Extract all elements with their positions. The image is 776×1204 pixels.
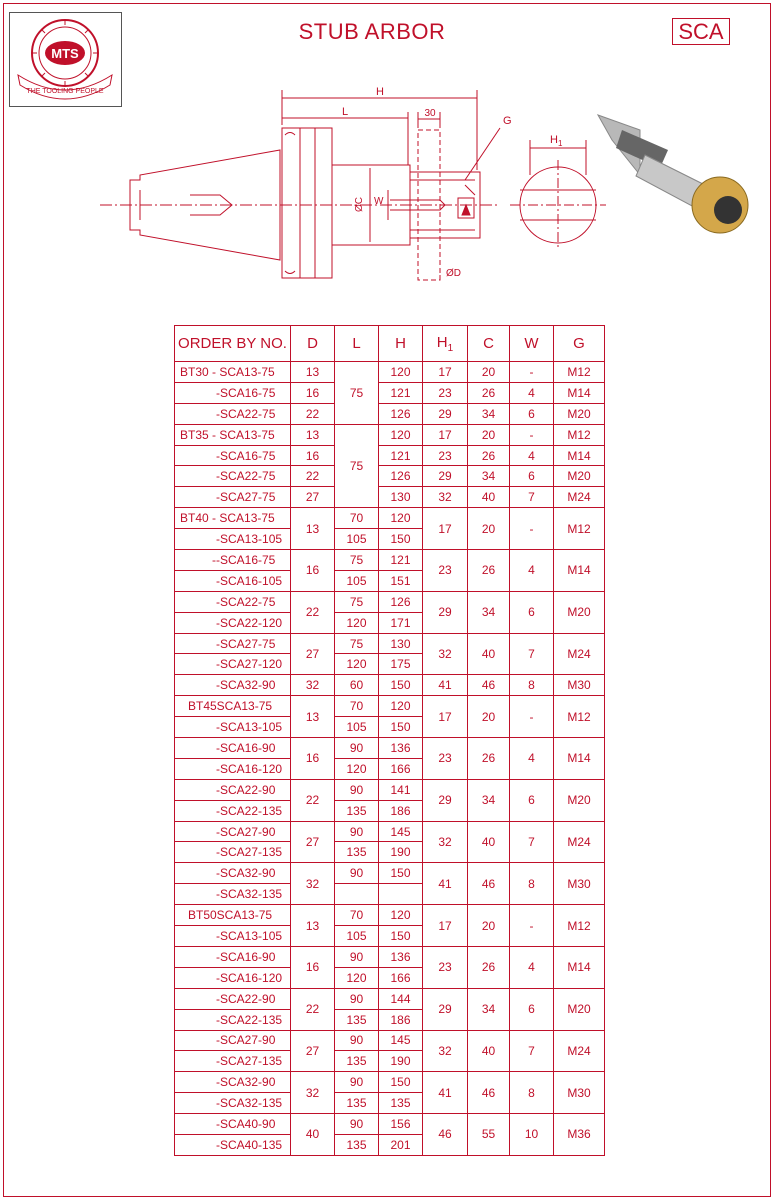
order-number-cell: -SCA16-75 [175, 382, 291, 403]
l-cell: 90 [335, 821, 379, 842]
d-cell: 32 [291, 1072, 335, 1114]
h1-cell: 41 [423, 1072, 468, 1114]
table-row [175, 382, 605, 403]
h1-cell: 17 [423, 362, 468, 383]
g-cell: M12 [554, 696, 605, 738]
column-header: ORDER BY NO. [175, 326, 291, 362]
l-cell: 135 [335, 1009, 379, 1030]
h1-cell: 23 [423, 946, 468, 988]
w-cell: 8 [510, 675, 554, 696]
table-row [175, 863, 605, 884]
order-number-cell: --SCA16-75 [175, 550, 291, 571]
h1-cell: 29 [423, 403, 468, 424]
label-d: ØD [446, 268, 461, 279]
arbor-photo-icon [598, 115, 748, 233]
order-number-cell: -SCA22-120 [175, 612, 291, 633]
w-cell: 6 [510, 466, 554, 487]
label-30: 30 [424, 108, 436, 119]
h-cell: 150 [379, 863, 423, 884]
column-header: $H_1$ [423, 326, 468, 362]
w-cell: - [510, 696, 554, 738]
h1-cell: 29 [423, 779, 468, 821]
c-cell: 26 [468, 382, 510, 403]
g-cell: M20 [554, 779, 605, 821]
d-cell: 16 [291, 946, 335, 988]
h-cell: 145 [379, 821, 423, 842]
g-cell: M30 [554, 863, 605, 905]
h1-cell: 29 [423, 988, 468, 1030]
d-cell: 27 [291, 487, 335, 508]
table-row [175, 487, 605, 508]
d-cell: 16 [291, 550, 335, 592]
order-number-cell: -SCA22-90 [175, 988, 291, 1009]
w-cell: 7 [510, 1030, 554, 1072]
order-number-cell: -SCA13-105 [175, 529, 291, 550]
c-cell: 20 [468, 508, 510, 550]
d-cell: 22 [291, 779, 335, 821]
w-cell: 4 [510, 445, 554, 466]
l-cell: 90 [335, 1114, 379, 1135]
order-number-cell: -SCA32-90 [175, 1072, 291, 1093]
order-number-cell: -SCA13-105 [175, 926, 291, 947]
l-cell: 120 [335, 967, 379, 988]
h1-cell: 23 [423, 738, 468, 780]
c-cell: 20 [468, 424, 510, 445]
column-header: D [291, 326, 335, 362]
d-cell: 32 [291, 863, 335, 905]
h-cell: 186 [379, 1009, 423, 1030]
h-cell: 120 [379, 696, 423, 717]
l-cell: 90 [335, 863, 379, 884]
l-cell: 60 [335, 675, 379, 696]
h-cell: 150 [379, 926, 423, 947]
l-cell: 75 [335, 550, 379, 571]
h-cell: 151 [379, 570, 423, 591]
l-cell: 105 [335, 926, 379, 947]
label-c: ØC [354, 197, 365, 212]
order-number-cell: -SCA22-75 [175, 466, 291, 487]
order-number-cell: -SCA22-75 [175, 591, 291, 612]
h-cell: 190 [379, 1051, 423, 1072]
h-cell: 120 [379, 905, 423, 926]
c-cell: 46 [468, 863, 510, 905]
table-row [175, 988, 605, 1009]
h-cell: 130 [379, 633, 423, 654]
c-cell: 34 [468, 403, 510, 424]
column-header: G [554, 326, 605, 362]
table-row [175, 779, 605, 800]
h-cell: 126 [379, 591, 423, 612]
c-cell: 34 [468, 988, 510, 1030]
order-number-cell: BT35 - SCA13-75 [175, 424, 291, 445]
h1-cell: 17 [423, 508, 468, 550]
table-row [175, 403, 605, 424]
l-cell: 105 [335, 529, 379, 550]
g-cell: M14 [554, 550, 605, 592]
h-cell: 150 [379, 1072, 423, 1093]
h-cell: 121 [379, 445, 423, 466]
order-number-cell: -SCA40-135 [175, 1134, 291, 1155]
c-cell: 40 [468, 821, 510, 863]
c-cell: 34 [468, 591, 510, 633]
g-cell: M24 [554, 821, 605, 863]
g-cell: M36 [554, 1114, 605, 1156]
order-number-cell: -SCA32-90 [175, 675, 291, 696]
g-cell: M12 [554, 362, 605, 383]
column-header: C [468, 326, 510, 362]
order-number-cell: BT50SCA13-75 [175, 905, 291, 926]
order-number-cell: -SCA16-90 [175, 738, 291, 759]
c-cell: 34 [468, 779, 510, 821]
g-cell: M20 [554, 988, 605, 1030]
order-number-cell: -SCA22-90 [175, 779, 291, 800]
c-cell: 40 [468, 633, 510, 675]
c-cell: 40 [468, 487, 510, 508]
d-cell: 27 [291, 821, 335, 863]
w-cell: - [510, 508, 554, 550]
c-cell: 55 [468, 1114, 510, 1156]
h-cell [379, 884, 423, 905]
table-row [175, 466, 605, 487]
w-cell: 7 [510, 633, 554, 675]
table-row [175, 738, 605, 759]
table-row [175, 508, 605, 529]
h1-cell: 23 [423, 445, 468, 466]
l-cell: 70 [335, 905, 379, 926]
product-code-box: SCA [672, 18, 730, 45]
technical-drawing [0, 0, 776, 320]
d-cell: 13 [291, 905, 335, 947]
w-cell: 6 [510, 591, 554, 633]
d-cell: 22 [291, 988, 335, 1030]
g-cell: M12 [554, 508, 605, 550]
w-cell: 7 [510, 487, 554, 508]
w-cell: 6 [510, 988, 554, 1030]
table-row [175, 633, 605, 654]
d-cell: 16 [291, 738, 335, 780]
h-cell: 121 [379, 382, 423, 403]
l-cell: 90 [335, 946, 379, 967]
h1-cell: 32 [423, 821, 468, 863]
h1-cell: 17 [423, 424, 468, 445]
h-cell: 201 [379, 1134, 423, 1155]
w-cell: 8 [510, 863, 554, 905]
order-number-cell: BT40 - SCA13-75 [175, 508, 291, 529]
g-cell: M14 [554, 382, 605, 403]
l-cell: 75 [335, 633, 379, 654]
g-cell: M24 [554, 633, 605, 675]
w-cell: 4 [510, 946, 554, 988]
order-number-cell: -SCA32-135 [175, 1093, 291, 1114]
c-cell: 26 [468, 738, 510, 780]
order-number-cell: -SCA13-105 [175, 717, 291, 738]
c-cell: 40 [468, 1030, 510, 1072]
d-cell: 16 [291, 445, 335, 466]
d-cell: 13 [291, 424, 335, 445]
l-cell: 90 [335, 779, 379, 800]
table-row [175, 946, 605, 967]
table-row [175, 591, 605, 612]
w-cell: 6 [510, 403, 554, 424]
c-cell: 20 [468, 362, 510, 383]
g-cell: M14 [554, 445, 605, 466]
l-cell: 75 [335, 591, 379, 612]
page-title: STUB ARBOR [298, 19, 446, 44]
order-number-cell: -SCA27-135 [175, 1051, 291, 1072]
g-cell: M24 [554, 1030, 605, 1072]
l-cell: 135 [335, 842, 379, 863]
order-number-cell: -SCA27-90 [175, 1030, 291, 1051]
c-cell: 46 [468, 1072, 510, 1114]
h1-cell: 41 [423, 675, 468, 696]
h1-cell: 17 [423, 905, 468, 947]
g-cell: M14 [554, 946, 605, 988]
svg-text:THE TOOLING PEOPLE: THE TOOLING PEOPLE [26, 88, 104, 95]
d-cell: 13 [291, 362, 335, 383]
l-cell: 105 [335, 717, 379, 738]
h-cell: 144 [379, 988, 423, 1009]
table-row [175, 696, 605, 717]
l-cell: 105 [335, 570, 379, 591]
table-row [175, 424, 605, 445]
l-cell: 90 [335, 738, 379, 759]
d-cell: 22 [291, 466, 335, 487]
table-row [175, 1114, 605, 1135]
table-row [175, 905, 605, 926]
table-row [175, 1030, 605, 1051]
table-row [175, 362, 605, 383]
c-cell: 26 [468, 946, 510, 988]
l-cell: 70 [335, 508, 379, 529]
order-number-cell: -SCA16-90 [175, 946, 291, 967]
h1-cell: 17 [423, 696, 468, 738]
w-cell: - [510, 905, 554, 947]
order-number-cell: -SCA40-90 [175, 1114, 291, 1135]
l-cell: 75 [335, 362, 379, 425]
c-cell: 20 [468, 696, 510, 738]
w-cell: - [510, 362, 554, 383]
table-row [175, 675, 605, 696]
c-cell: 34 [468, 466, 510, 487]
h-cell: 120 [379, 424, 423, 445]
h-cell: 136 [379, 946, 423, 967]
d-cell: 22 [291, 403, 335, 424]
label-w: W [374, 196, 384, 207]
h1-cell: 29 [423, 591, 468, 633]
h-cell: 150 [379, 529, 423, 550]
d-cell: 40 [291, 1114, 335, 1156]
w-cell: 6 [510, 779, 554, 821]
order-number-cell: -SCA22-135 [175, 1009, 291, 1030]
l-cell: 120 [335, 654, 379, 675]
table-row [175, 550, 605, 571]
g-cell: M14 [554, 738, 605, 780]
w-cell: - [510, 424, 554, 445]
g-cell: M24 [554, 487, 605, 508]
h-cell: 190 [379, 842, 423, 863]
h-cell: 150 [379, 717, 423, 738]
l-cell: 135 [335, 1093, 379, 1114]
w-cell: 10 [510, 1114, 554, 1156]
column-header: W [510, 326, 554, 362]
order-number-cell: -SCA32-90 [175, 863, 291, 884]
g-cell: M20 [554, 403, 605, 424]
order-number-cell: -SCA27-90 [175, 821, 291, 842]
l-cell: 90 [335, 1072, 379, 1093]
h-cell: 141 [379, 779, 423, 800]
h1-cell: 29 [423, 466, 468, 487]
l-cell: 90 [335, 988, 379, 1009]
c-cell: 26 [468, 445, 510, 466]
order-number-cell: -SCA22-75 [175, 403, 291, 424]
h-cell: 130 [379, 487, 423, 508]
c-cell: 26 [468, 550, 510, 592]
d-cell: 32 [291, 675, 335, 696]
w-cell: 4 [510, 738, 554, 780]
h-cell: 175 [379, 654, 423, 675]
order-number-cell: -SCA16-105 [175, 570, 291, 591]
h1-cell: 32 [423, 1030, 468, 1072]
order-number-cell: -SCA16-75 [175, 445, 291, 466]
h1-cell: 46 [423, 1114, 468, 1156]
order-number-cell: -SCA16-120 [175, 758, 291, 779]
d-cell: 27 [291, 1030, 335, 1072]
d-cell: 13 [291, 696, 335, 738]
h-cell: 126 [379, 403, 423, 424]
order-number-cell: -SCA32-135 [175, 884, 291, 905]
table-row [175, 1072, 605, 1093]
c-cell: 20 [468, 905, 510, 947]
h1-cell: 32 [423, 487, 468, 508]
h-cell: 145 [379, 1030, 423, 1051]
h-cell: 171 [379, 612, 423, 633]
order-number-cell: BT30 - SCA13-75 [175, 362, 291, 383]
table-row [175, 821, 605, 842]
h1-cell: 23 [423, 550, 468, 592]
g-cell: M20 [554, 466, 605, 487]
g-cell: M30 [554, 1072, 605, 1114]
h-cell: 121 [379, 550, 423, 571]
h-cell: 186 [379, 800, 423, 821]
table-row [175, 445, 605, 466]
order-number-cell: -SCA27-75 [175, 487, 291, 508]
order-number-cell: -SCA16-120 [175, 967, 291, 988]
l-cell: 135 [335, 1134, 379, 1155]
l-cell: 70 [335, 696, 379, 717]
w-cell: 4 [510, 550, 554, 592]
h-cell: 166 [379, 758, 423, 779]
l-cell [335, 884, 379, 905]
svg-text:MTS: MTS [51, 46, 79, 61]
l-cell: 135 [335, 1051, 379, 1072]
l-cell: 135 [335, 800, 379, 821]
l-cell: 90 [335, 1030, 379, 1051]
g-cell: M30 [554, 675, 605, 696]
d-cell: 16 [291, 382, 335, 403]
label-g: G [503, 115, 512, 127]
label-l: L [341, 106, 349, 118]
d-cell: 22 [291, 591, 335, 633]
w-cell: 4 [510, 382, 554, 403]
label-h1: $H_1$ [550, 134, 563, 148]
l-cell: 120 [335, 612, 379, 633]
h-cell: 135 [379, 1093, 423, 1114]
order-number-cell: -SCA27-135 [175, 842, 291, 863]
h-cell: 120 [379, 362, 423, 383]
l-cell: 120 [335, 758, 379, 779]
d-cell: 27 [291, 633, 335, 675]
h-cell: 120 [379, 508, 423, 529]
h1-cell: 41 [423, 863, 468, 905]
label-h: H [376, 86, 384, 98]
g-cell: M20 [554, 591, 605, 633]
h-cell: 126 [379, 466, 423, 487]
h-cell: 136 [379, 738, 423, 759]
order-number-cell: -SCA27-120 [175, 654, 291, 675]
d-cell: 13 [291, 508, 335, 550]
w-cell: 8 [510, 1072, 554, 1114]
h-cell: 150 [379, 675, 423, 696]
order-number-cell: BT45SCA13-75 [175, 696, 291, 717]
h1-cell: 32 [423, 633, 468, 675]
h-cell: 166 [379, 967, 423, 988]
order-number-cell: -SCA27-75 [175, 633, 291, 654]
h1-cell: 23 [423, 382, 468, 403]
column-header: L [335, 326, 379, 362]
g-cell: M12 [554, 905, 605, 947]
c-cell: 46 [468, 675, 510, 696]
g-cell: M12 [554, 424, 605, 445]
order-number-cell: -SCA22-135 [175, 800, 291, 821]
column-header: H [379, 326, 423, 362]
h-cell: 156 [379, 1114, 423, 1135]
l-cell: 75 [335, 424, 379, 508]
w-cell: 7 [510, 821, 554, 863]
spec-table [174, 325, 605, 1156]
